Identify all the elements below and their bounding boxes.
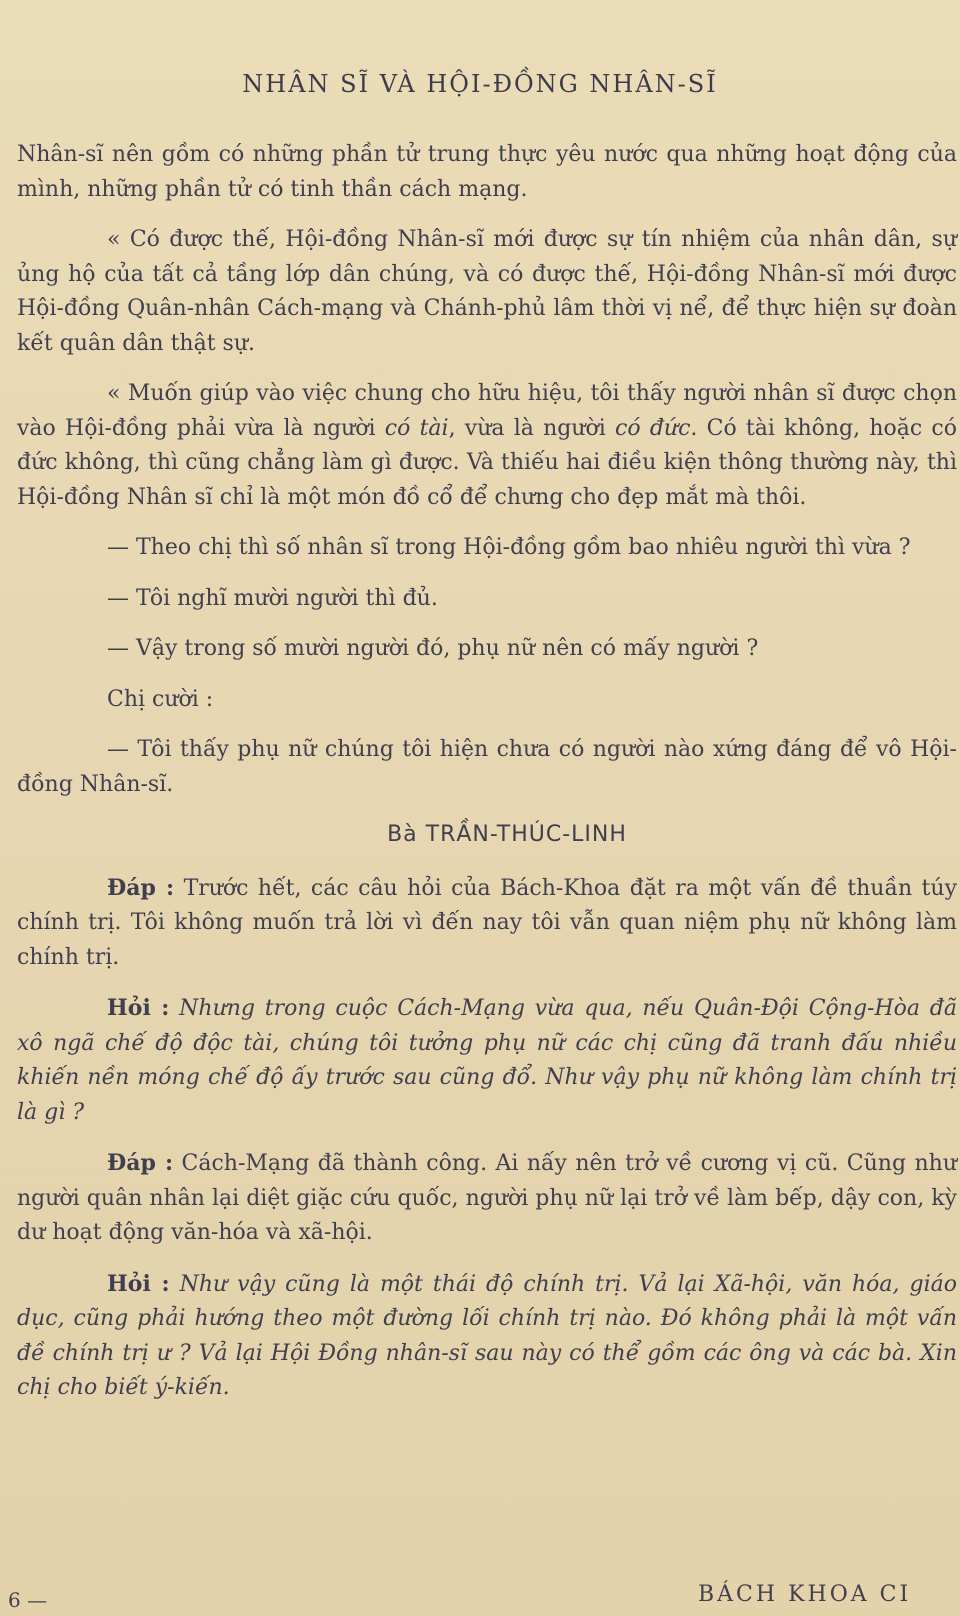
dialogue-line: — Theo chị thì số nhân sĩ trong Hội-đồng gồm bao nhiêu người thì vừa ? [107, 535, 911, 560]
paragraph [17, 377, 957, 515]
paragraph: « Có được thế, Hội-đồng Nhân-sĩ mới được sự tín nhiệm của nhân dân, sự ủng hộ của tất cả tầng lớp dân chúng, và có được thế, Hội-đồng Nhân-sĩ mới được Hội-đồng Quân-nhân Cách-mạng và Chánh-phủ lâm thời vị nể, để thực hiện sự đoàn kết quân dân thật sự. [17, 227, 957, 356]
dialogue-line: — Vậy trong số mười người đó, phụ nữ nên có mấy người ? [107, 636, 759, 661]
article-title: NHÂN SĨ VÀ HỘI-ĐỒNG NHÂN-SĨ [242, 70, 718, 98]
question-label: Hỏi : [107, 1270, 170, 1297]
answer-text: Trước hết, các câu hỏi của Bách-Khoa đặt ra một vấn đề thuần túy chính trị. Tôi không muốn trả lời vì đến nay tôi vẫn quan niệm phụ nữ không làm chính trị. [17, 875, 957, 970]
answer-text: Cách-Mạng đã thành công. Ai nấy nên trở về cương vị cũ. Cũng như người quân nhân lại diệt giặc cứu quốc, người phụ nữ lại trở về làm bếp, dậy con, kỳ dư hoạt động văn-hóa và xã-hội. [17, 1151, 957, 1245]
question-paragraph [17, 991, 957, 1130]
answer-label: Đáp : [107, 874, 175, 901]
question-paragraph [17, 1267, 957, 1406]
answer-paragraph [17, 1146, 957, 1251]
paragraph: Nhân-sĩ nên gồm có những phần tử trung thực yêu nước qua những hoạt động của mình, những phần tử có tinh thần cách mạng. [17, 142, 957, 202]
answer-label: Đáp : [107, 1150, 174, 1176]
text-run: , vừa là người [448, 415, 616, 441]
page-number: 6 — [8, 1588, 48, 1612]
emphasis-text: có tài [384, 415, 449, 441]
question-label: Hỏi : [107, 995, 170, 1021]
text-run: « Muốn giúp vào việc chung cho hữu hiệu, tôi thấy người nhân sĩ được chọn vào Hội-đồng phải vừa là người [17, 381, 957, 441]
emphasis-text: có đức [615, 415, 691, 441]
article-body [17, 138, 957, 1422]
text-run: . Có tài không, hoặc có đức không, thì cũng chẳng làm gì được. Và thiếu hai điều kiện thông thường này, thì Hội-đồng Nhân sĩ chỉ là một món đồ cổ để chưng cho đẹp mắt mà thôi. [17, 415, 957, 510]
answer-paragraph [17, 871, 957, 976]
dialogue-line: Chị cười : [107, 686, 214, 712]
magazine-name: BÁCH KHOA CI [698, 1582, 912, 1607]
author-heading: Bà TRẦN-THÚC-LINH [387, 822, 627, 847]
question-text: Nhưng trong cuộc Cách-Mạng vừa qua, nếu Quân-Đội Cộng-Hòa đã xô ngã chế độ độc tài, chúng tôi tưởng phụ nữ các chị cũng đã tranh đấu nhiều khiến nền móng chế độ ấy trước sau cũng đổ. Như vậy phụ nữ không làm chính trị là gì ? [17, 996, 957, 1125]
dialogue-line: — Tôi thấy phụ nữ chúng tôi hiện chưa có người nào xứng đáng để vô Hội-đồng Nhân-sĩ. [17, 737, 957, 797]
question-text: Như vậy cũng là một thái độ chính trị. Vả lại Xã-hội, văn hóa, giáo dục, cũng phải hướng theo một đường lối chính trị nào. Đó không phải là một vấn đề chính trị ư ? Vả lại Hội Đồng nhân-sĩ sau này có thể gồm các ông và các bà. Xin chị cho biết ý-kiến. [17, 1271, 957, 1400]
dialogue-line: — Tôi nghĩ mười người thì đủ. [107, 585, 438, 611]
